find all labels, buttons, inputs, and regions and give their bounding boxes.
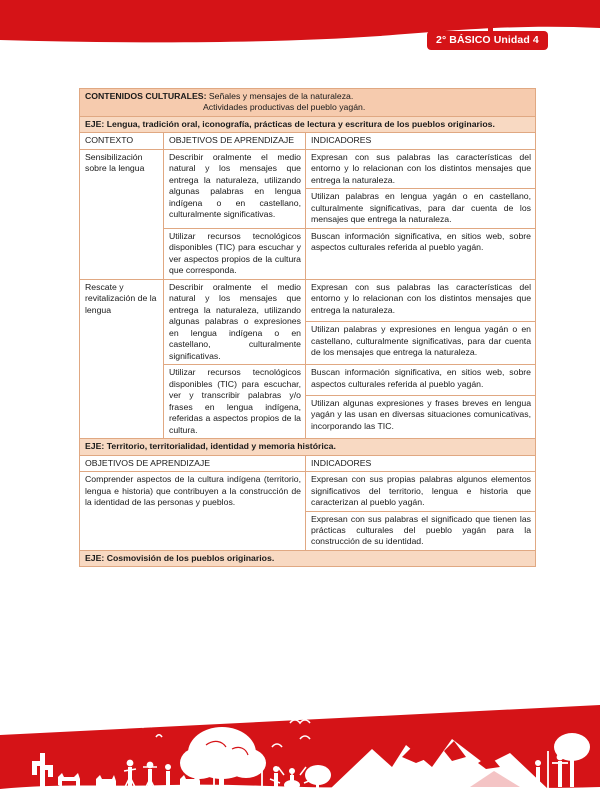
objetivo-cell-4: Utilizar recursos tecnológicos disponibles (TIC) para escuchar, ver y transcribir palabras y/o frases en lengua indígena, referidas a aspectos propios de la cultura. — [164, 365, 306, 439]
contenidos-cell — [80, 89, 536, 117]
bottom-decorative-banner — [0, 705, 600, 800]
curriculum-table — [79, 88, 536, 567]
col-header-indicadores-2: INDICADORES — [306, 455, 536, 471]
table-row-5a — [80, 472, 536, 511]
objetivo-cell-3: Describir oralmente el medio natural y los mensajes que entrega la naturaleza, utilizando algunas palabras o expresiones en lengua indígena o en castellano, culturalmente significativas. — [164, 279, 306, 364]
indicador-cell-4b: Utilizan algunas expresiones y frases breves en lengua yagán y las usan en diversas situaciones comunicativas, incorporando las TIC. — [306, 395, 536, 438]
table-row-column-headers — [80, 133, 536, 149]
contexto-cell-2-text: Rescate y revitalización de la lengua — [85, 281, 157, 315]
eje2-cell: EJE: Territorio, territorialidad, identidad y memoria histórica. — [80, 439, 536, 455]
indicador-cell-5b: Expresan con sus palabras el significado que tienen las prácticas culturales del pueblo yagán para la construcción de su identidad. — [306, 511, 536, 550]
indicador-cell-3a: Expresan con sus palabras las características del entorno y lo relacionan con los distintos mensajes que entrega la naturaleza. — [306, 279, 536, 322]
contexto-cell-2 — [80, 279, 164, 438]
table-row-column-headers-2 — [80, 455, 536, 471]
contenidos-label: CONTENIDOS CULTURALES: — [85, 91, 207, 101]
objetivo-cell-5: Comprender aspectos de la cultura indígena (territorio, lengua e historia) que contribuyen a la construcción de la identidad de las personas y pueblos. — [80, 472, 306, 551]
col-header-contexto: CONTEXTO — [80, 133, 164, 149]
objetivo-cell-1: Describir oralmente el medio natural y los mensajes que entrega la naturaleza, utilizando algunas palabras en lengua indígena o en castellano, culturalmente significativas. — [164, 149, 306, 228]
table-row-3a — [80, 279, 536, 322]
col-header-objetivos-2: OBJETIVOS DE APRENDIZAJE — [80, 455, 306, 471]
indicador-cell-4a: Buscan información significativa, en sitios web, sobre aspectos culturales referida al pueblo yagán. — [306, 365, 536, 396]
indicador-cell-2: Buscan información significativa, en sitios web, sobre aspectos culturales referida al pueblo yagán. — [306, 228, 536, 279]
objetivo-cell-2: Utilizar recursos tecnológicos disponibles (TIC) para escuchar y ver aspectos propios de la cultura que corresponda. — [164, 228, 306, 279]
table-row-contenidos — [80, 89, 536, 117]
table-row-eje3 — [80, 550, 536, 566]
eje3-cell: EJE: Cosmovisión de los pueblos originarios. — [80, 550, 536, 566]
indicador-cell-3b: Utilizan palabras y expresiones en lengua yagán o en castellano, culturalmente significativas, para dar cuenta de los mensajes que entrega la naturaleza. — [306, 322, 536, 365]
indicador-cell-1a: Expresan con sus palabras las características del entorno y lo relacionan con los distintos mensajes que entrega la naturaleza. — [306, 149, 536, 188]
contexto-cell-1: Sensibilización sobre la lengua — [80, 149, 164, 279]
contenidos-line1: Señales y mensajes de la naturaleza. — [208, 91, 354, 101]
indicador-cell-5a: Expresan con sus propias palabras algunos elementos significativos del territorio, lengua e historia que caracterizan al pueblo yagán. — [306, 472, 536, 511]
col-header-objetivos: OBJETIVOS DE APRENDIZAJE — [164, 133, 306, 149]
table-row-eje1 — [80, 116, 536, 132]
table-row-1a — [80, 149, 536, 188]
eje1-cell: EJE: Lengua, tradición oral, iconografía, prácticas de lectura y escritura de los pueblos originarios. — [80, 116, 536, 132]
col-header-indicadores: INDICADORES — [306, 133, 536, 149]
contenidos-line2: Actividades productivas del pueblo yagán. — [203, 102, 366, 113]
unit-badge: 2° BÁSICO Unidad 4 — [427, 31, 548, 50]
table-row-eje2 — [80, 439, 536, 455]
indicador-cell-1b: Utilizan palabras en lengua yagán o en castellano, culturalmente significativas, para dar cuenta de los mensajes que entrega la naturaleza. — [306, 189, 536, 228]
